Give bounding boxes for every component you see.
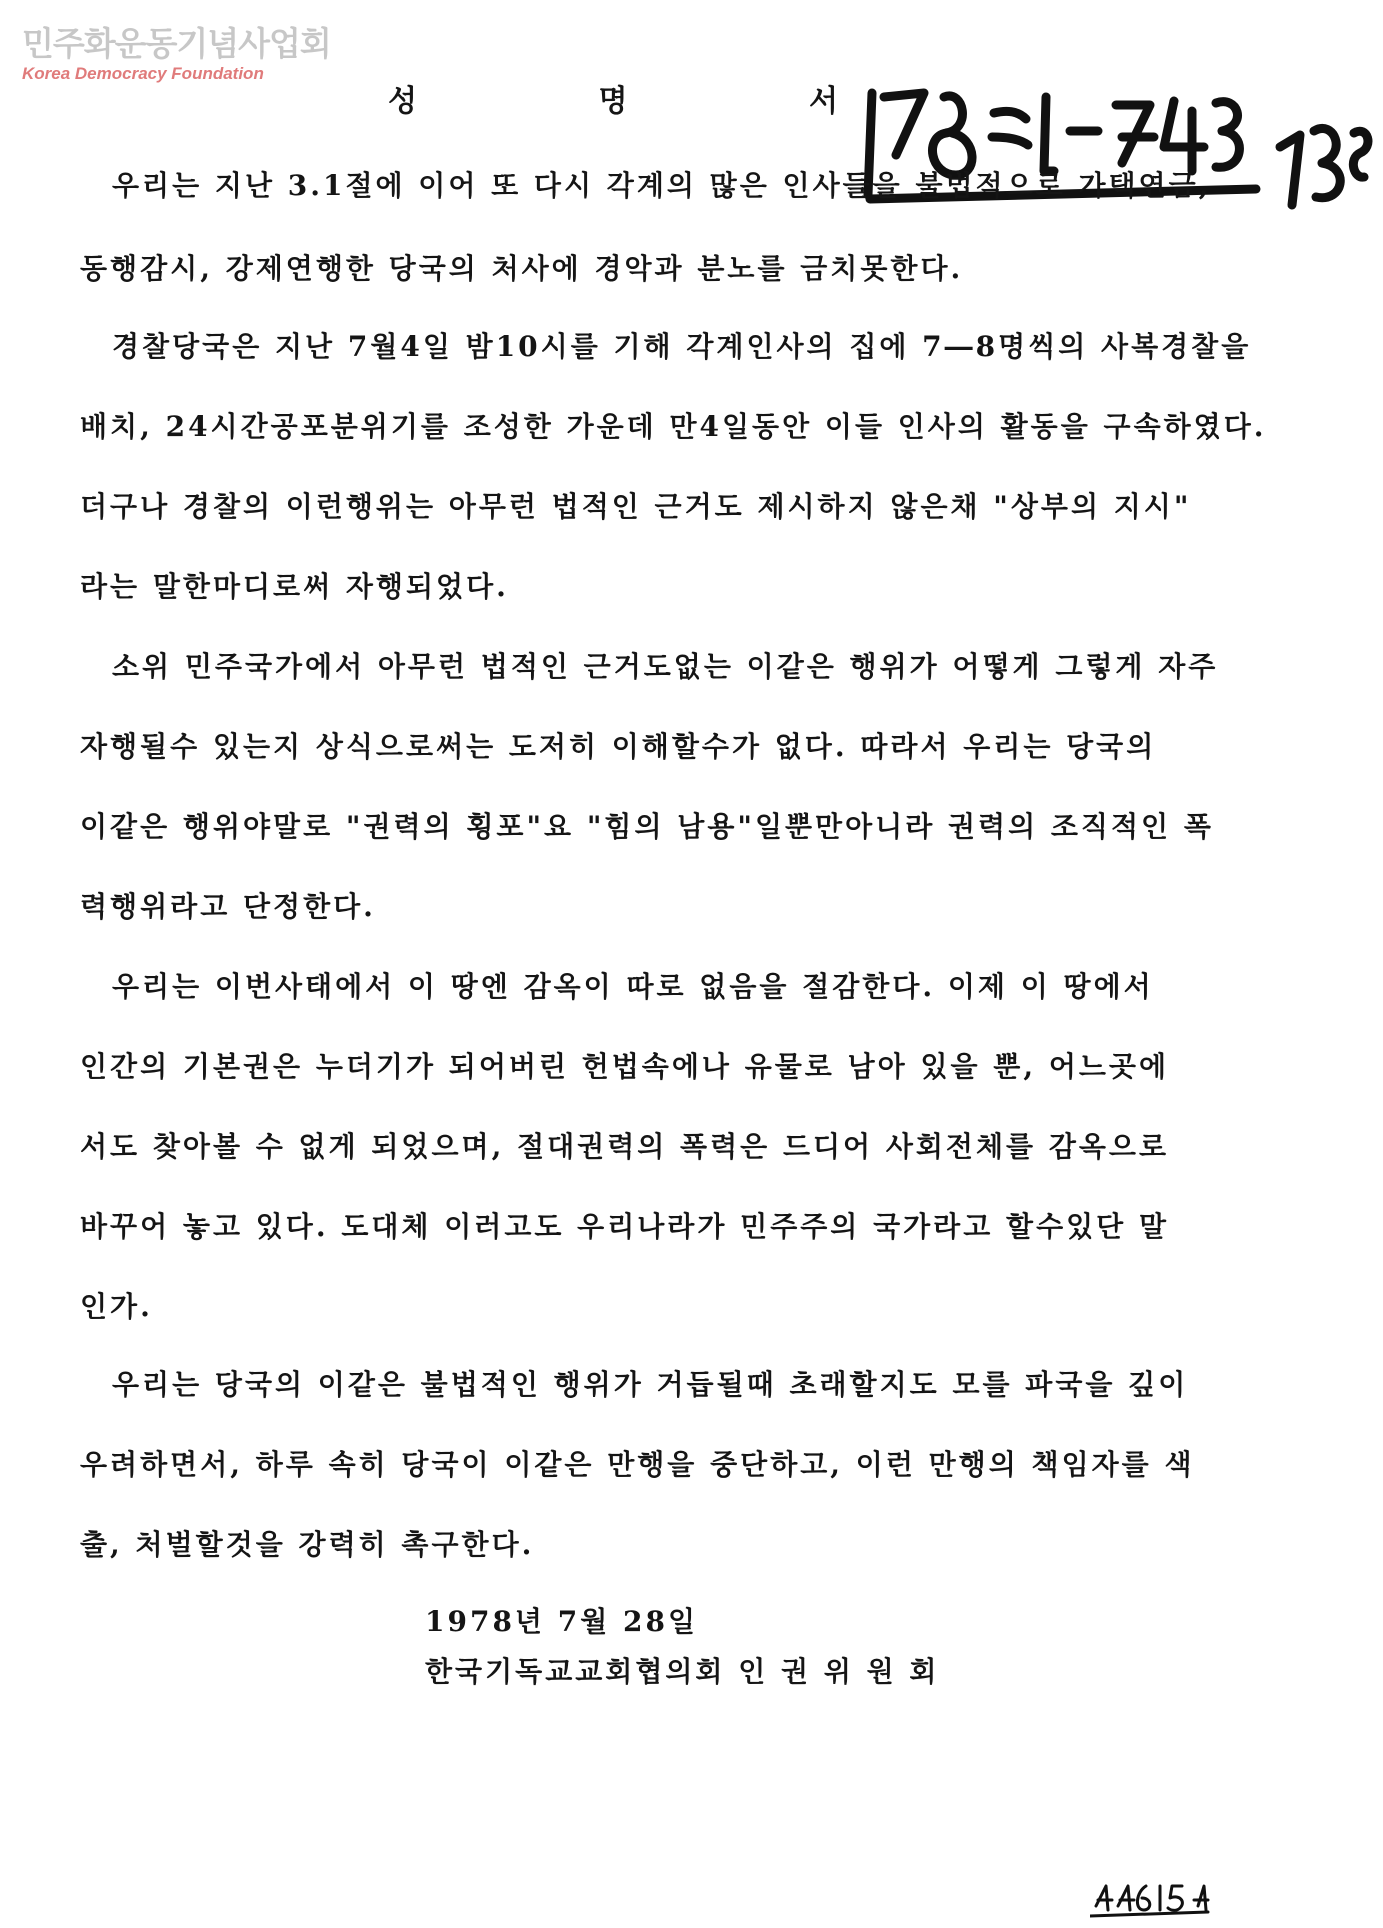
statement-date: 1978년 7월 28일	[425, 1605, 699, 1638]
issuing-organization: 한국기독교교회협의회 인 권 위 원 회	[425, 1655, 940, 1688]
statement-line-16: 우리는 당국의 이같은 불법적인 행위가 거듭될때 초래할지도 모를 파국을 깊이	[112, 1368, 1189, 1401]
watermark-subtitle: Korea Democracy Foundation	[22, 64, 264, 83]
statement-line-11: 우리는 이번사태에서 이 땅엔 감옥이 따로 없음을 절감한다. 이제 이 땅에서	[112, 970, 1154, 1003]
statement-line-8: 자행될수 있는지 상식으로써는 도저히 이해할수가 없다. 따라서 우리는 당국의	[80, 730, 1157, 763]
statement-line-3: 경찰당국은 지난 7월4일 밤10시를 기해 각계인사의 집에 7―8명씩의 사복경찰을	[112, 330, 1252, 363]
statement-line-7: 소위 민주국가에서 아무런 법적인 근거도없는 이같은 행위가 어떻게 그렇게 자주	[112, 650, 1219, 683]
statement-line-1: 우리는 지난 3.1절에 이어 또 다시 각계의 많은 인사들을 불법적으로 가택연금,	[112, 169, 1212, 202]
statement-line-2: 동행감시, 강제연행한 당국의 처사에 경악과 분노를 금치못한다.	[80, 252, 964, 285]
watermark-title: 민주화운동기념사업회	[22, 24, 331, 63]
title-char: 성	[388, 84, 417, 119]
document-title	[388, 76, 838, 120]
statement-line-13: 서도 찾아볼 수 없게 되었으며, 절대권력의 폭력은 드디어 사회전체를 감옥으로	[80, 1130, 1170, 1163]
watermark-logo	[22, 18, 331, 88]
statement-line-15: 인가.	[80, 1290, 153, 1323]
statement-line-17: 우려하면서, 하루 속히 당국이 이같은 만행을 중단하고, 이런 만행의 책임자를 색	[80, 1448, 1195, 1481]
statement-line-4: 배치, 24시간공포분위기를 조성한 가운데 만4일동안 이들 인사의 활동을 구속하였다.	[80, 410, 1267, 443]
title-char: 명	[598, 84, 628, 119]
handwritten-page-number	[1090, 1880, 1210, 1920]
title-char: 서	[809, 84, 838, 119]
statement-line-5: 더구나 경찰의 이런행위는 아무런 법적인 근거도 제시하지 않은채 "상부의 지시"	[80, 490, 1192, 523]
statement-line-12: 인간의 기본권은 누더기가 되어버린 헌법속에나 유물로 남아 있을 뿐, 어느곳에	[80, 1050, 1170, 1083]
statement-line-18: 출, 처벌할것을 강력히 촉구한다.	[80, 1528, 535, 1561]
statement-line-9: 이같은 행위야말로 "권력의 횡포"요 "힘의 남용"일뿐만아니라 권력의 조직적인 폭	[80, 810, 1214, 843]
statement-line-10: 력행위라고 단정한다.	[80, 890, 376, 923]
statement-line-14: 바꾸어 놓고 있다. 도대체 이러고도 우리나라가 민주주의 국가라고 할수있단 말	[80, 1210, 1170, 1243]
statement-line-6: 라는 말한마디로써 자행되었다.	[80, 570, 509, 603]
